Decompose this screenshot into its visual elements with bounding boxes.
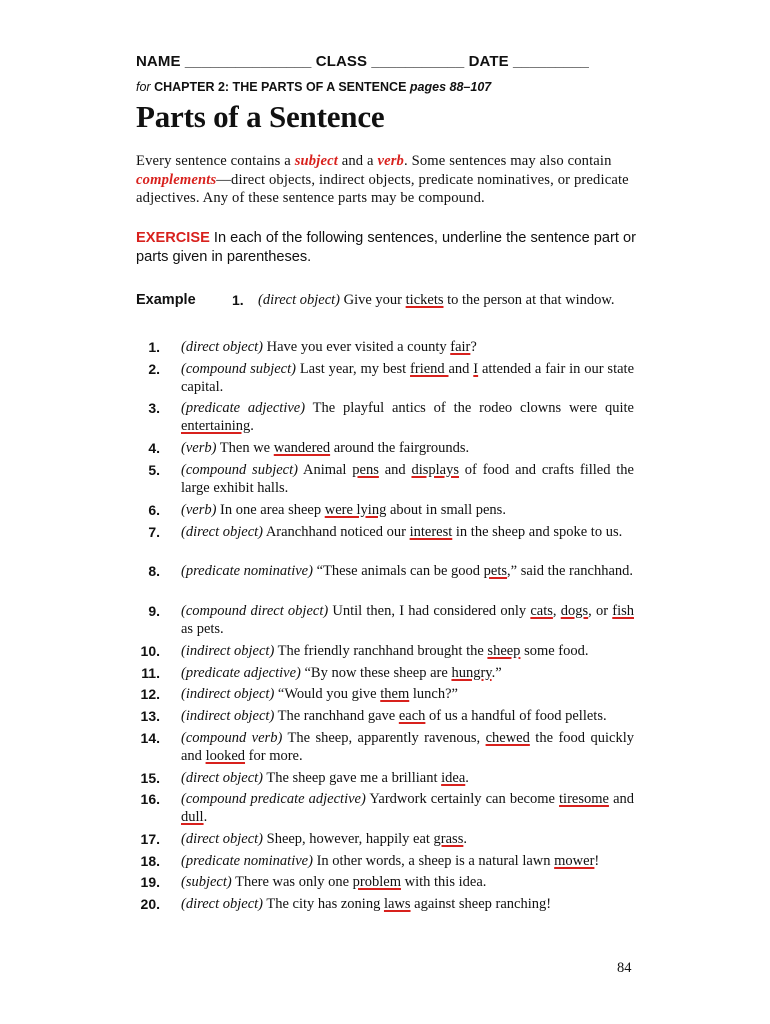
exercise-instructions — [136, 229, 636, 267]
sentence-text: The ranchhand gave — [274, 708, 399, 724]
answer-underline: fish — [612, 603, 634, 619]
intro-paragraph: Every sentence contains a subject and a verb. Some sentences may also contain complements—direct objects, indirect objects, predicate nominatives, or predicate adjectives. Any of these sentence parts may be compound. — [136, 153, 629, 206]
answer-underline: pets — [483, 563, 508, 579]
chapter-line — [136, 80, 491, 94]
sentence-part-tag: (predicate nominative) — [181, 853, 313, 869]
answer-underline: each — [398, 708, 426, 724]
exercise-item — [181, 524, 634, 542]
answer-underline: wandered — [273, 440, 331, 456]
sentence-text: Animal — [297, 462, 353, 478]
answer-underline: displays — [411, 462, 459, 478]
item-number: 18. — [140, 853, 160, 869]
answer-underline: dogs — [560, 603, 589, 619]
sentence-text: . — [465, 770, 469, 786]
exercise-item — [181, 853, 634, 871]
exercise-item — [181, 603, 634, 638]
subject-term: subject — [294, 153, 338, 169]
answer-underline: tiresome — [559, 791, 609, 807]
sentence-text: ,” said the ranchhand. — [507, 563, 634, 579]
sentence-text: in the sheep and spoke to us. — [452, 524, 623, 540]
item-number: 12. — [140, 686, 160, 702]
item-number: 3. — [148, 400, 160, 416]
sentence-text: The playful antics of the rodeo clowns were quite — [305, 400, 634, 416]
worksheet-header — [136, 53, 589, 70]
exercise-item — [181, 563, 634, 581]
sentence-text: some food. — [520, 643, 589, 659]
exercise-item — [181, 831, 634, 849]
for-text: for — [136, 80, 151, 94]
exercise-item — [181, 643, 634, 661]
verb-term: verb — [377, 153, 404, 169]
class-label: CLASS — [315, 53, 368, 70]
sentence-text: There was only one — [231, 874, 353, 890]
sentence-text: and — [378, 462, 412, 478]
sentence-text: Last year, my best — [295, 361, 411, 377]
exercise-item — [181, 462, 634, 497]
answer-underline: looked — [205, 747, 246, 764]
sentence-text: Sheep, however, happily eat — [263, 831, 434, 847]
page-title: Parts of a Sentence — [136, 99, 385, 134]
sentence-text: . — [463, 831, 467, 847]
answer-underline: dull — [181, 808, 204, 825]
sentence-text: with this idea. — [401, 874, 487, 890]
answer-underline: interest — [409, 524, 453, 540]
sentence-part-tag: (direct object) — [181, 770, 263, 786]
example-sentence: (direct object) Give your tickets to the person at that window. — [258, 292, 615, 308]
exercise-label: EXERCISE — [136, 230, 210, 246]
answer-underline: cats — [530, 603, 553, 619]
answer-underline: chewed — [485, 730, 530, 746]
item-number: 6. — [148, 502, 160, 518]
answer-underline: I — [473, 361, 479, 377]
sentence-text: about in small pens. — [386, 502, 506, 518]
item-number: 14. — [140, 730, 160, 746]
sentence-part-tag: (predicate adjective) — [181, 400, 306, 416]
sentence-part-tag: (direct object) — [181, 896, 263, 912]
item-number: 4. — [148, 440, 160, 456]
sentence-text: In one area sheep — [216, 502, 325, 518]
item-number: 2. — [148, 361, 160, 377]
item-number: 17. — [140, 831, 160, 847]
item-number: 15. — [140, 770, 160, 786]
sentence-text: Aranchhand noticed our — [263, 524, 410, 540]
answer-underline: problem — [352, 874, 401, 890]
sentence-part-tag: (direct object) — [181, 831, 263, 847]
complements-term: complements — [136, 171, 217, 188]
sentence-text: Have you ever visited a county — [263, 339, 451, 355]
sentence-part-tag: (compound direct object) — [181, 603, 329, 619]
sentence-text: and — [448, 361, 474, 377]
sentence-text: The city has zoning — [263, 896, 384, 912]
answer-underline: idea — [441, 770, 466, 786]
sentence-part-tag: (compound verb) — [181, 730, 283, 746]
item-number: 11. — [141, 665, 160, 681]
exercise-item — [181, 686, 634, 704]
exercise-item — [181, 665, 634, 683]
sentence-text: . — [250, 417, 254, 434]
exercise-item — [181, 791, 634, 826]
sentence-text: “Would you give — [274, 686, 381, 702]
item-number: 7. — [148, 524, 160, 540]
exercise-item — [181, 339, 634, 357]
item-number: 10. — [140, 643, 160, 659]
answer-underline: mower — [554, 853, 595, 869]
answer-underline: friend — [410, 361, 449, 377]
sentence-part-tag: (indirect object) — [181, 643, 275, 659]
exercise-item — [181, 730, 634, 765]
page-number: 84 — [617, 960, 632, 976]
answer-underline: entertaining — [181, 417, 251, 434]
sentence-text: as pets. — [181, 620, 224, 637]
sentence-text: “These animals can be good — [312, 563, 484, 579]
sentence-text: , or — [588, 603, 613, 619]
sentence-text: ! — [594, 853, 600, 869]
date-label: DATE — [468, 53, 509, 70]
sentence-text: attended a fair in our state capital. — [181, 361, 635, 395]
example-label: Example — [136, 292, 196, 308]
name-label: NAME — [136, 53, 181, 70]
class-blank: ___________ — [371, 53, 465, 70]
sentence-part-tag: (predicate nominative) — [181, 563, 313, 579]
sentence-text: The sheep gave me a brilliant — [263, 770, 442, 786]
chapter-title: CHAPTER 2: THE PARTS OF A SENTENCE — [154, 80, 407, 94]
item-number: 16. — [140, 791, 160, 807]
sentence-part-tag: (direct object) — [181, 524, 263, 540]
sentence-text: “By now these sheep are — [300, 665, 452, 681]
sentence-part-tag: (compound subject) — [181, 462, 298, 478]
sentence-part-tag: (predicate adjective) — [181, 665, 301, 681]
sentence-text: around the fairgrounds. — [330, 440, 470, 456]
item-number: 5. — [148, 462, 160, 478]
exercise-item — [181, 361, 634, 396]
sentence-text: and — [608, 791, 635, 807]
sentence-part-tag: (compound subject) — [181, 361, 296, 377]
sentence-part-tag: (direct object) — [181, 339, 263, 355]
exercise-item — [181, 502, 634, 520]
sentence-text: for more. — [245, 747, 303, 764]
answer-underline: laws — [383, 896, 411, 912]
sentence-text: of us a handful of food pellets. — [425, 708, 607, 724]
answer-underline: sheep — [487, 643, 521, 659]
sentence-part-tag: (indirect object) — [181, 708, 275, 724]
sentence-text: .” — [491, 665, 502, 681]
sentence-part-tag: (compound predicate adjective) — [181, 791, 366, 807]
item-number: 1. — [148, 339, 160, 355]
answer-underline: were lying — [324, 502, 387, 518]
exercise-item — [181, 400, 634, 435]
sentence-part-tag: (subject) — [181, 874, 232, 890]
answer-underline: them — [380, 686, 410, 702]
sentence-text: , — [552, 603, 561, 619]
exercise-item — [181, 440, 634, 458]
sentence-text: In other words, a sheep is a natural lawn — [312, 853, 555, 869]
sentence-text: against sheep ranching! — [410, 896, 552, 912]
sentence-part-tag: (verb) — [181, 502, 217, 518]
item-number: 8. — [148, 563, 160, 579]
sentence-text: The sheep, apparently ravenous, — [282, 730, 486, 746]
exercise-item — [181, 770, 634, 788]
sentence-part-tag: (verb) — [181, 440, 217, 456]
page-range: pages 88–107 — [409, 80, 492, 94]
exercise-item — [181, 708, 634, 726]
sentence-text: The friendly ranchhand brought the — [274, 643, 488, 659]
sentence-text: of food and crafts filled the large exhibit halls. — [181, 462, 634, 496]
item-number: 20. — [140, 896, 160, 912]
answer-underline: grass — [433, 831, 464, 847]
item-number: 9. — [148, 603, 160, 619]
sentence-text: ? — [470, 339, 477, 355]
sentence-text: Yardwork certainly can become — [365, 791, 560, 807]
example-answer-underline: tickets — [405, 292, 444, 308]
item-number: 13. — [140, 708, 160, 724]
answer-underline: fair — [450, 339, 471, 355]
answer-underline: hungry — [451, 665, 492, 681]
name-blank: _______________ — [184, 53, 312, 70]
sentence-text: the food quickly and — [181, 730, 634, 764]
example-number: 1. — [232, 292, 244, 308]
item-number: 19. — [140, 874, 160, 890]
exercise-text: In each of the following sentences, underline the sentence part or parts given in parentheses. — [136, 230, 636, 265]
sentence-text: Until then, I had considered only — [328, 603, 531, 619]
sentence-text: Then we — [216, 440, 274, 456]
exercise-item — [181, 874, 634, 892]
sentence-text: lunch?” — [409, 686, 458, 702]
sentence-part-tag: (indirect object) — [181, 686, 275, 702]
answer-underline: pens — [352, 462, 379, 478]
sentence-text: . — [203, 808, 208, 825]
date-blank: _________ — [512, 53, 589, 70]
exercise-item — [181, 896, 634, 914]
